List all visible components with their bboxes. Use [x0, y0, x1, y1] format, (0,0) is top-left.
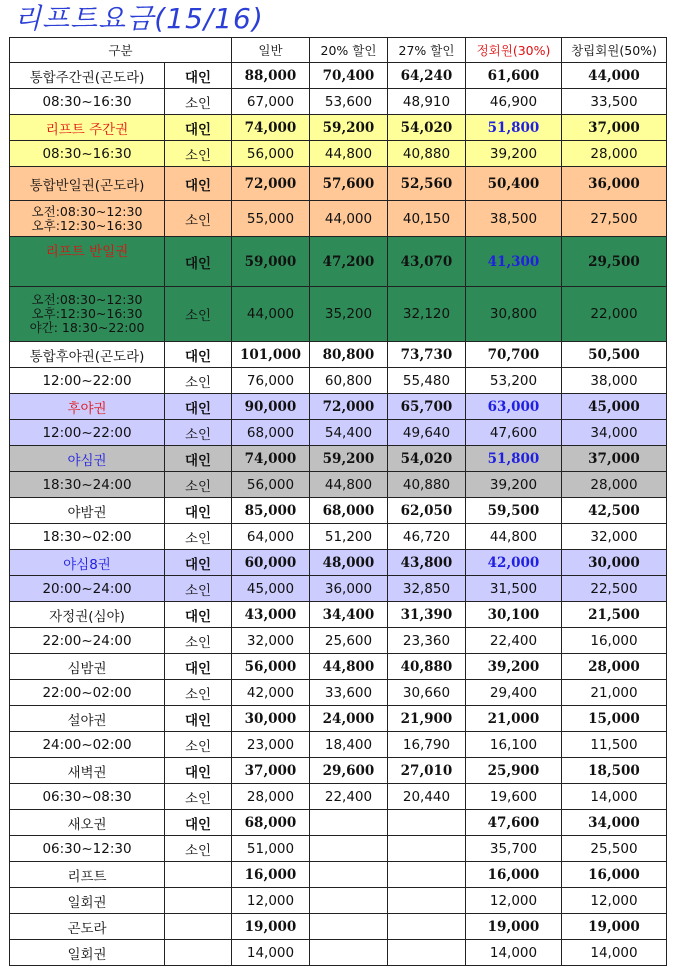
- price-cell: 48,000: [310, 550, 388, 576]
- ticket-name: 리프트 반일권: [10, 237, 165, 287]
- price-cell: 19,000: [466, 914, 562, 940]
- type-child: 소인: [165, 420, 232, 446]
- ticket-time: 22:00~24:00: [10, 628, 165, 654]
- price-cell: 38,500: [466, 201, 562, 237]
- table-row: [10, 888, 667, 914]
- ticket-time: 일회권: [10, 940, 165, 966]
- price-cell: 44,800: [466, 524, 562, 550]
- price-cell: 16,000: [562, 862, 667, 888]
- price-cell: 44,800: [310, 141, 388, 167]
- price-cell: 64,240: [388, 63, 466, 89]
- table-row: [10, 550, 667, 576]
- header-cell: 정회원(30%): [466, 38, 562, 63]
- table-row: [10, 810, 667, 836]
- header-row: [10, 38, 667, 63]
- price-cell: 45,000: [562, 394, 667, 420]
- price-cell: 37,000: [562, 446, 667, 472]
- price-cell: 51,200: [310, 524, 388, 550]
- price-cell: [310, 836, 388, 862]
- price-cell: 30,000: [562, 550, 667, 576]
- price-cell: [310, 810, 388, 836]
- type-adult: 대인: [165, 63, 232, 89]
- table-row: [10, 89, 667, 115]
- price-cell: 56,000: [232, 141, 310, 167]
- type-child: 소인: [165, 287, 232, 342]
- price-cell: [310, 888, 388, 914]
- ticket-time: 오전:08:30~12:30 오후:12:30~16:30 야간: 18:30~22:00: [10, 287, 165, 342]
- ticket-name: 통합주간권(곤도라): [10, 63, 165, 89]
- ticket-time: 06:30~12:30: [10, 836, 165, 862]
- price-cell: 88,000: [232, 63, 310, 89]
- price-cell: 21,000: [466, 706, 562, 732]
- header-cell: 일반: [232, 38, 310, 63]
- table-row: [10, 862, 667, 888]
- price-cell: 31,390: [388, 602, 466, 628]
- type-child: 소인: [165, 576, 232, 602]
- price-cell: 30,100: [466, 602, 562, 628]
- price-cell: 30,660: [388, 680, 466, 706]
- ticket-name: 자정권(심야): [10, 602, 165, 628]
- price-cell: 101,000: [232, 342, 310, 368]
- table-row: [10, 706, 667, 732]
- price-cell: 39,200: [466, 654, 562, 680]
- price-cell: 16,000: [232, 862, 310, 888]
- type-adult: 대인: [165, 810, 232, 836]
- header-cell: 20% 할인: [310, 38, 388, 63]
- price-cell: 25,600: [310, 628, 388, 654]
- price-cell: 20,440: [388, 784, 466, 810]
- ticket-time: 08:30~16:30: [10, 89, 165, 115]
- price-cell: [310, 940, 388, 966]
- table-row: [10, 914, 667, 940]
- price-cell: 85,000: [232, 498, 310, 524]
- price-cell: [310, 914, 388, 940]
- price-cell: 50,400: [466, 167, 562, 201]
- type-adult: 대인: [165, 550, 232, 576]
- ticket-name: 리프트 주간권: [10, 115, 165, 141]
- price-cell: 51,000: [232, 836, 310, 862]
- page-title: 리프트요금(15/16): [14, 2, 264, 35]
- price-cell: 48,910: [388, 89, 466, 115]
- type-adult: 대인: [165, 498, 232, 524]
- price-cell: 43,800: [388, 550, 466, 576]
- ticket-name: 야심8권: [10, 550, 165, 576]
- price-cell: 47,600: [466, 810, 562, 836]
- price-cell: 19,000: [562, 914, 667, 940]
- price-cell: [310, 862, 388, 888]
- table-row: [10, 394, 667, 420]
- price-cell: 21,000: [562, 680, 667, 706]
- price-cell: 14,000: [466, 940, 562, 966]
- price-cell: 40,880: [388, 472, 466, 498]
- ticket-time: 20:00~24:00: [10, 576, 165, 602]
- price-cell: 56,000: [232, 654, 310, 680]
- price-cell: 56,000: [232, 472, 310, 498]
- header-cell: 구분: [10, 38, 232, 63]
- table-row: [10, 237, 667, 287]
- price-cell: 37,000: [562, 115, 667, 141]
- table-row: [10, 732, 667, 758]
- price-cell: 42,000: [466, 550, 562, 576]
- price-cell: 24,000: [310, 706, 388, 732]
- type-adult: 대인: [165, 602, 232, 628]
- price-cell: 54,020: [388, 446, 466, 472]
- table-row: [10, 420, 667, 446]
- ticket-time: 08:30~16:30: [10, 141, 165, 167]
- table-row: [10, 602, 667, 628]
- table-row: [10, 576, 667, 602]
- price-cell: [388, 888, 466, 914]
- type-child: 소인: [165, 472, 232, 498]
- price-cell: 29,400: [466, 680, 562, 706]
- ticket-name: 후야권: [10, 394, 165, 420]
- price-cell: 30,000: [232, 706, 310, 732]
- price-cell: 35,700: [466, 836, 562, 862]
- price-cell: 68,000: [232, 420, 310, 446]
- ticket-name: 리프트: [10, 862, 165, 888]
- table-row: [10, 472, 667, 498]
- price-cell: 16,000: [466, 862, 562, 888]
- price-cell: 45,000: [232, 576, 310, 602]
- table-row: [10, 167, 667, 201]
- price-cell: 72,000: [310, 394, 388, 420]
- price-cell: 59,200: [310, 446, 388, 472]
- price-cell: 19,000: [232, 914, 310, 940]
- ticket-time: 18:30~02:00: [10, 524, 165, 550]
- ticket-time: 12:00~22:00: [10, 420, 165, 446]
- ticket-time: 18:30~24:00: [10, 472, 165, 498]
- price-cell: 19,600: [466, 784, 562, 810]
- price-cell: 18,500: [562, 758, 667, 784]
- table-row: [10, 498, 667, 524]
- price-cell: 16,100: [466, 732, 562, 758]
- table-row: [10, 654, 667, 680]
- price-cell: 14,000: [232, 940, 310, 966]
- type-adult: 대인: [165, 654, 232, 680]
- price-cell: 37,000: [232, 758, 310, 784]
- type-child: 소인: [165, 89, 232, 115]
- price-cell: [388, 862, 466, 888]
- header-cell: 27% 할인: [388, 38, 466, 63]
- table-row: [10, 368, 667, 394]
- price-cell: 68,000: [232, 810, 310, 836]
- type-adult: 대인: [165, 394, 232, 420]
- ticket-name: 곤도라: [10, 914, 165, 940]
- table-row: [10, 287, 667, 342]
- price-cell: [388, 940, 466, 966]
- price-cell: 33,500: [562, 89, 667, 115]
- price-cell: 22,400: [310, 784, 388, 810]
- table-row: [10, 524, 667, 550]
- price-cell: 49,640: [388, 420, 466, 446]
- ticket-time: 12:00~22:00: [10, 368, 165, 394]
- price-cell: 12,000: [466, 888, 562, 914]
- table-row: [10, 342, 667, 368]
- type-adult: 대인: [165, 167, 232, 201]
- price-cell: 44,000: [562, 63, 667, 89]
- table-row: [10, 141, 667, 167]
- price-cell: 59,200: [310, 115, 388, 141]
- price-cell: 40,880: [388, 141, 466, 167]
- price-cell: 12,000: [232, 888, 310, 914]
- price-cell: 40,880: [388, 654, 466, 680]
- price-cell: [388, 914, 466, 940]
- table-row: [10, 758, 667, 784]
- price-cell: 57,600: [310, 167, 388, 201]
- type-adult: 대인: [165, 115, 232, 141]
- price-cell: 32,120: [388, 287, 466, 342]
- price-cell: 53,600: [310, 89, 388, 115]
- price-cell: 70,700: [466, 342, 562, 368]
- price-cell: 34,400: [310, 602, 388, 628]
- price-cell: 38,000: [562, 368, 667, 394]
- price-cell: 16,000: [562, 628, 667, 654]
- price-cell: 51,800: [466, 115, 562, 141]
- price-cell: 55,480: [388, 368, 466, 394]
- price-cell: 73,730: [388, 342, 466, 368]
- price-cell: 40,150: [388, 201, 466, 237]
- type-child: 소인: [165, 732, 232, 758]
- ticket-time: 06:30~08:30: [10, 784, 165, 810]
- ticket-time: 오전:08:30~12:30 오후:12:30~16:30: [10, 201, 165, 237]
- price-cell: 76,000: [232, 368, 310, 394]
- price-cell: 65,700: [388, 394, 466, 420]
- type-child: 소인: [165, 628, 232, 654]
- price-cell: 44,000: [232, 287, 310, 342]
- price-cell: 55,000: [232, 201, 310, 237]
- price-cell: 67,000: [232, 89, 310, 115]
- price-cell: 23,360: [388, 628, 466, 654]
- price-cell: 32,000: [562, 524, 667, 550]
- price-cell: 32,850: [388, 576, 466, 602]
- type-child: 소인: [165, 201, 232, 237]
- price-cell: 47,600: [466, 420, 562, 446]
- price-cell: 27,500: [562, 201, 667, 237]
- lift-fee-table: [9, 37, 667, 966]
- ticket-name: 통합후야권(곤도라): [10, 342, 165, 368]
- price-cell: 27,010: [388, 758, 466, 784]
- price-cell: 39,200: [466, 472, 562, 498]
- ticket-time: 24:00~02:00: [10, 732, 165, 758]
- price-cell: 15,000: [562, 706, 667, 732]
- ticket-name: 새벽권: [10, 758, 165, 784]
- ticket-name: 설야권: [10, 706, 165, 732]
- price-cell: 39,200: [466, 141, 562, 167]
- table-row: [10, 446, 667, 472]
- ticket-name: 새오권: [10, 810, 165, 836]
- price-cell: 23,000: [232, 732, 310, 758]
- price-cell: 28,000: [562, 654, 667, 680]
- price-cell: 21,500: [562, 602, 667, 628]
- price-cell: 16,790: [388, 732, 466, 758]
- price-cell: 43,000: [232, 602, 310, 628]
- price-cell: 34,000: [562, 420, 667, 446]
- price-cell: 32,000: [232, 628, 310, 654]
- price-cell: 44,800: [310, 654, 388, 680]
- price-cell: 14,000: [562, 784, 667, 810]
- price-cell: 52,560: [388, 167, 466, 201]
- price-cell: 61,600: [466, 63, 562, 89]
- type-adult: 대인: [165, 706, 232, 732]
- type-child: 소인: [165, 784, 232, 810]
- type-adult: 대인: [165, 758, 232, 784]
- price-cell: 80,800: [310, 342, 388, 368]
- price-cell: 72,000: [232, 167, 310, 201]
- price-cell: 33,600: [310, 680, 388, 706]
- price-cell: 90,000: [232, 394, 310, 420]
- ticket-name: 심밤권: [10, 654, 165, 680]
- price-cell: 21,900: [388, 706, 466, 732]
- price-cell: 74,000: [232, 115, 310, 141]
- price-cell: 68,000: [310, 498, 388, 524]
- type-child: 소인: [165, 368, 232, 394]
- table-row: [10, 680, 667, 706]
- ticket-name: 통합반일권(곤도라): [10, 167, 165, 201]
- price-cell: 36,000: [310, 576, 388, 602]
- table-row: [10, 63, 667, 89]
- price-cell: 14,000: [562, 940, 667, 966]
- type-adult: [165, 862, 232, 888]
- price-cell: 28,000: [562, 472, 667, 498]
- price-cell: 54,400: [310, 420, 388, 446]
- type-child: 소인: [165, 680, 232, 706]
- price-cell: 60,000: [232, 550, 310, 576]
- type-adult: 대인: [165, 446, 232, 472]
- price-cell: 46,900: [466, 89, 562, 115]
- price-cell: 51,800: [466, 446, 562, 472]
- price-cell: 41,300: [466, 237, 562, 287]
- price-cell: 74,000: [232, 446, 310, 472]
- table-row: [10, 628, 667, 654]
- price-cell: 36,000: [562, 167, 667, 201]
- price-cell: 12,000: [562, 888, 667, 914]
- price-cell: 35,200: [310, 287, 388, 342]
- price-cell: 29,500: [562, 237, 667, 287]
- price-cell: 42,500: [562, 498, 667, 524]
- header-cell: 창립회원(50%): [562, 38, 667, 63]
- price-cell: 22,400: [466, 628, 562, 654]
- price-cell: 22,000: [562, 287, 667, 342]
- price-cell: 43,070: [388, 237, 466, 287]
- price-cell: [388, 810, 466, 836]
- table-row: [10, 115, 667, 141]
- price-cell: 28,000: [232, 784, 310, 810]
- ticket-time: 22:00~02:00: [10, 680, 165, 706]
- table-row: [10, 836, 667, 862]
- table-row: [10, 940, 667, 966]
- table-row: [10, 201, 667, 237]
- price-cell: 59,500: [466, 498, 562, 524]
- type-child: 소인: [165, 524, 232, 550]
- price-cell: 59,000: [232, 237, 310, 287]
- price-cell: 60,800: [310, 368, 388, 394]
- price-cell: 29,600: [310, 758, 388, 784]
- type-child: [165, 940, 232, 966]
- price-cell: 70,400: [310, 63, 388, 89]
- price-cell: 42,000: [232, 680, 310, 706]
- price-cell: 46,720: [388, 524, 466, 550]
- price-cell: 53,200: [466, 368, 562, 394]
- type-child: 소인: [165, 836, 232, 862]
- price-cell: 50,500: [562, 342, 667, 368]
- ticket-time: 일회권: [10, 888, 165, 914]
- price-cell: 62,050: [388, 498, 466, 524]
- price-cell: 25,500: [562, 836, 667, 862]
- price-cell: [388, 836, 466, 862]
- price-cell: 44,000: [310, 201, 388, 237]
- price-cell: 34,000: [562, 810, 667, 836]
- price-cell: 31,500: [466, 576, 562, 602]
- price-cell: 18,400: [310, 732, 388, 758]
- type-adult: 대인: [165, 342, 232, 368]
- price-cell: 63,000: [466, 394, 562, 420]
- type-child: 소인: [165, 141, 232, 167]
- price-cell: 11,500: [562, 732, 667, 758]
- type-child: [165, 888, 232, 914]
- price-cell: 47,200: [310, 237, 388, 287]
- price-cell: 64,000: [232, 524, 310, 550]
- price-cell: 30,800: [466, 287, 562, 342]
- price-cell: 44,800: [310, 472, 388, 498]
- ticket-name: 야밤권: [10, 498, 165, 524]
- price-cell: 25,900: [466, 758, 562, 784]
- price-cell: 22,500: [562, 576, 667, 602]
- price-cell: 54,020: [388, 115, 466, 141]
- type-adult: 대인: [165, 237, 232, 287]
- ticket-name: 야심권: [10, 446, 165, 472]
- price-cell: 28,000: [562, 141, 667, 167]
- table-row: [10, 784, 667, 810]
- type-adult: [165, 914, 232, 940]
